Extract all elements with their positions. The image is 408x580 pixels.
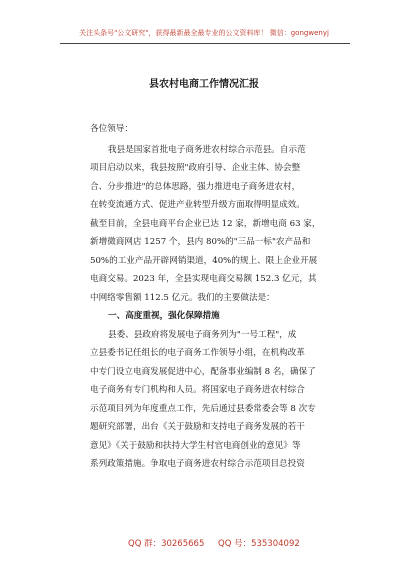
paragraph-line: 在转变流通方式、促进产业转型升级方面取得明显成效。 [90,200,305,210]
paragraph-line: 立县委书记任组长的电子商务工作领导小组，在机构改革 [90,348,305,358]
section-heading: 一、高度重视，强化保障措施 [108,311,220,321]
document-title: 县农村电商工作情况汇报 [149,79,259,90]
paragraph-line: 电商交易。2023 年，全县实现电商交易额 152.3 亿元，其 [90,274,317,284]
paragraph-line: 示范项目列为年度重点工作，先后通过县委常委会等 8 次专 [90,404,316,414]
header-note: 关注头条号"公文研究"，获得最新最全最专业的公文资料库！ 微信：gongwenyj [79,29,329,37]
paragraph-line: 项目启动以来，我县按照"政府引导、企业主体、协会整 [90,163,301,173]
paragraph-line: 截至目前，全县电商平台企业已达 12 家，新增电商 63 家， [90,219,321,229]
paragraph-line: 中网络零售额 112.5 亿元。我们的主要做法是： [90,293,275,303]
paragraph-line: 系列政策措施。争取电子商务进农村综合示范项目总投资 [90,459,305,469]
paragraph-line: 中专门设立电商发展促进中心，配备事业编制 8 名，确保了 [90,367,316,377]
paragraph-line: 我县是国家首批电子商务进农村综合示范县。自示范 [108,145,306,155]
salutation: 各位领导： [90,124,133,134]
paragraph-line: 50%的工业产品开辟网销渠道，40%的规上、限上企业开展 [90,256,318,266]
paragraph-line: 合、分步推进"的总体思路，强力推进电子商务进农村， [90,182,301,192]
footer-qq-group: QQ 群：30265665 [128,539,205,549]
header-divider [60,43,350,44]
footer-qq-number: QQ 号：535304092 [218,539,300,549]
paragraph-line: 新增微商网店 1257 个，县内 80%的"三品一标"农产品和 [90,237,311,247]
paragraph-line: 意见》《关于鼓励和扶持大学生村官电商创业的意见》等 [90,441,301,451]
paragraph-line: 题研究部署，出台《关于鼓励和支持电子商务发展的若干 [90,422,305,432]
paragraph-line: 电子商务有专门机构和人员。将国家电子商务进农村综合 [90,385,305,395]
paragraph-line: 县委、县政府将发展电子商务列为"一号工程"，成 [108,330,297,340]
